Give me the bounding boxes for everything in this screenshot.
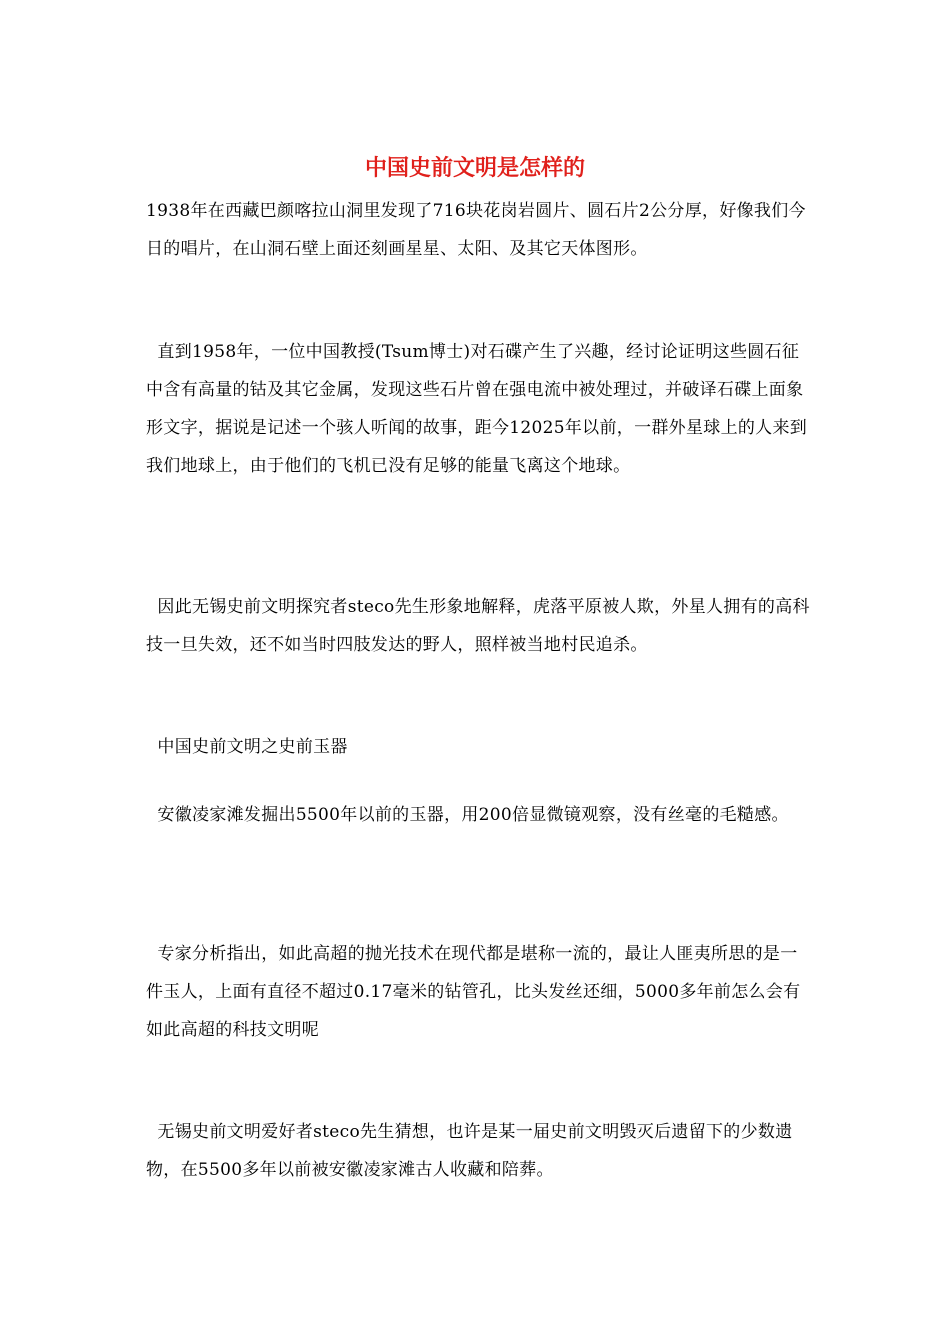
document-title: 中国史前文明是怎样的 xyxy=(364,155,585,181)
paragraph-3: 因此无锡史前文明探究者steco先生形象地解释，虎落平原被人欺，外星人拥有的高科技一旦失效，还不如当时四肢发达的野人，照样被当地村民追杀。 xyxy=(146,597,810,655)
paragraph-6: 无锡史前文明爱好者steco先生猜想，也许是某一届史前文明毁灭后遗留下的少数遗物，在5500多年以前被安徽凌家滩古人收藏和陪葬。 xyxy=(146,1122,793,1180)
paragraph-2: 直到1958年，一位中国教授(Tsum博士)对石碟产生了兴趣，经讨论证明这些圆石征中含有高量的钴及其它金属，发现这些石片曾在强电流中被处理过，并破译石碟上面象形文字，据说是记述一个骇人听闻的故事，距今12025年以前，一群外星球上的人来到我们地球上，由于他们的飞机已没有足够的能量飞离这个地球。 xyxy=(146,342,808,476)
section-heading: 中国史前文明之史前玉器 xyxy=(146,737,348,757)
paragraph-1: 1938年在西藏巴颜喀拉山洞里发现了716块花岗岩圆片、圆石片2公分厚，好像我们今日的唱片，在山洞石壁上面还刻画星星、太阳、及其它天体图形。 xyxy=(146,201,806,259)
paragraph-5: 专家分析指出，如此高超的抛光技术在现代都是堪称一流的，最让人匪夷所思的是一件玉人，上面有直径不超过0.17毫米的钻管孔，比头发丝还细，5000多年前怎么会有如此高超的科技文明呢 xyxy=(146,944,801,1040)
paragraph-4: 安徽凌家滩发掘出5500年以前的玉器，用200倍显微镜观察，没有丝毫的毛糙感。 xyxy=(146,805,789,825)
